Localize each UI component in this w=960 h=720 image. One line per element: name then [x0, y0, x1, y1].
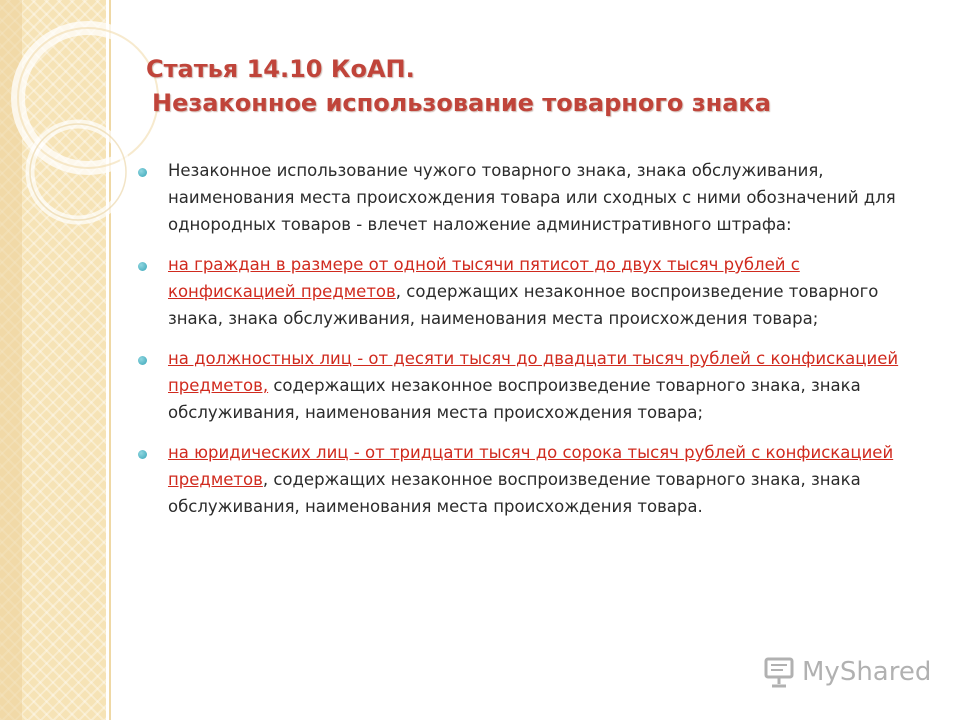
bullet-highlight: на граждан в размере от одной тысячи пятисот до двух тысяч рублей с конфискацией предметов [168, 255, 800, 301]
title-line-1: Статья 14.10 КоАП. [146, 55, 415, 83]
bullet-text: Незаконное использование чужого товарного знака, знака обслуживания, наименования места происхождения товара или сходных с ними обозначений для однородных товаров - влечет наложение административного штрафа: [168, 161, 896, 234]
bullet-item [134, 345, 924, 426]
bullet-highlight: на должностных лиц - от десяти тысяч до двадцати тысяч рублей с конфискацией предметов, [168, 349, 899, 395]
bullet-text: содержащих незаконное воспроизведение товарного знака, знака обслуживания, наименования места происхождения товара; [168, 376, 861, 422]
watermark-logo [762, 655, 931, 689]
bullet-dot-icon [138, 450, 147, 459]
title-line-2: Незаконное использование товарного знака [152, 89, 771, 117]
bullet-text: , содержащих незаконное воспроизведение товарного знака, знака обслуживания, наименования места происхождения товара; [168, 282, 879, 328]
bullet-dot-icon [138, 168, 147, 177]
bullet-item [134, 439, 924, 520]
bullet-dot-icon [138, 262, 147, 271]
bullet-dot-icon [138, 356, 147, 365]
bullet-list [134, 157, 924, 533]
slide-title [146, 52, 926, 120]
bullet-highlight: на юридических лиц - от тридцати тысяч до сорока тысяч рублей с конфискацией предметов [168, 443, 894, 489]
watermark-text: MyShared [802, 657, 932, 687]
bullet-item [134, 157, 924, 238]
presentation-board-icon [762, 655, 796, 689]
bullet-text: , содержащих незаконное воспроизведение товарного знака, знака обслуживания, наименования места происхождения товара. [168, 470, 861, 516]
bullet-item [134, 251, 924, 332]
